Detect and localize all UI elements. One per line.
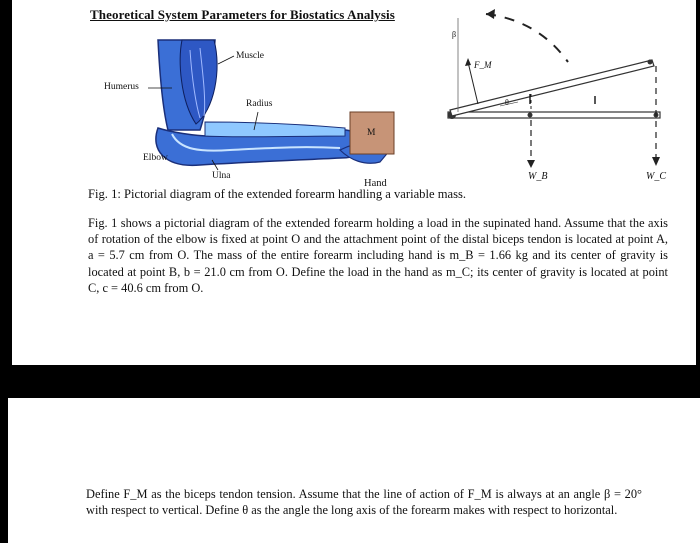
label-humerus: Humerus xyxy=(104,82,139,92)
label-fm: F_M xyxy=(474,60,492,70)
problem-paragraph-2: Define F_M as the biceps tendon tension. Assume that the line of action of F_M is always at an angle β = 20° with respect to vertical. Define θ as the angle the long axis of the forearm makes with respect to horizontal. xyxy=(86,487,642,517)
label-beta: β xyxy=(452,30,457,39)
label-theta: θ xyxy=(505,98,509,107)
rotation-arrow xyxy=(486,14,568,62)
radius-bone xyxy=(205,122,345,137)
label-wc: W_C xyxy=(646,171,666,182)
label-wb: W_B xyxy=(528,171,548,182)
problem-paragraph-1: Fig. 1 shows a pictorial diagram of the extended forearm holding a load in the supinated hand. Assume that the axis of rotation of the elbow is fixed at point O and the attachment point of the distal biceps tendon is located at point A, a = 5.7 cm from O. The mass of the entire forearm including hand is m_B = 1.66 kg and its center of gravity is located at point B, b = 21.0 cm from O. Define the load in the hand as m_C; its center of gravity is located at point C, c = 40.6 cm from O. xyxy=(88,216,668,295)
page-title: Theoretical System Parameters for Biostatics Analysis xyxy=(90,7,395,22)
label-radius: Radius xyxy=(246,99,273,109)
figure-caption: Fig. 1: Pictorial diagram of the extended forearm handling a variable mass. xyxy=(88,187,467,201)
reference-bar xyxy=(448,112,660,118)
label-muscle: Muscle xyxy=(236,51,264,61)
label-ulna: Ulna xyxy=(212,171,231,181)
label-hand: Hand xyxy=(364,178,387,189)
label-mass: M xyxy=(367,128,376,138)
label-elbow: Elbow xyxy=(143,153,168,163)
